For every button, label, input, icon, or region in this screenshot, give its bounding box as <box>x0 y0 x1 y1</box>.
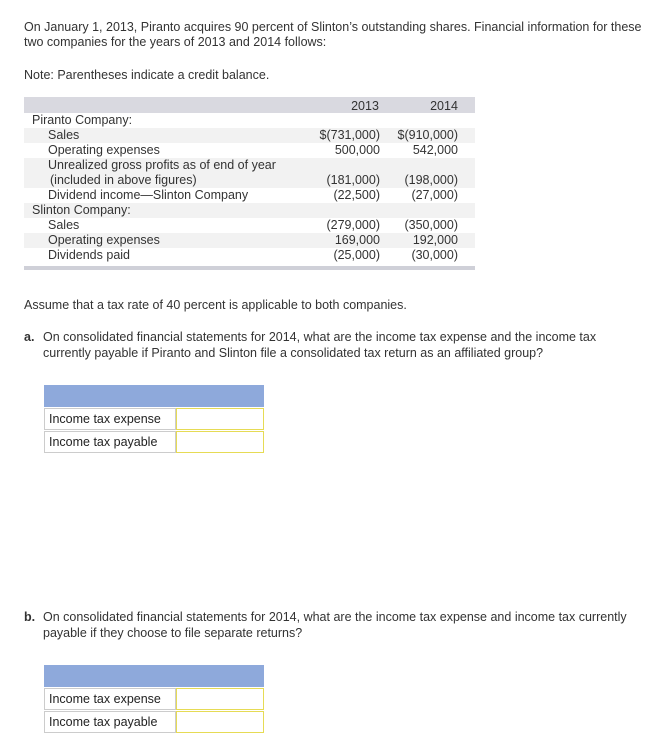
table-bottom-divider <box>24 266 475 270</box>
answer-row-expense <box>44 688 264 710</box>
value-2013: 169,000 <box>334 233 380 247</box>
row-label: Unrealized gross profits as of end of year <box>48 158 276 172</box>
value-2013: (25,000) <box>333 248 380 262</box>
financial-table <box>24 97 475 270</box>
row-label: Sales <box>48 218 80 232</box>
row-label: Operating expenses <box>48 143 160 157</box>
question-b-text: On consolidated financial statements for 2014, what are the income tax expense and income tax currently payable if they choose to file separate returns? <box>43 610 627 640</box>
value-2013: (181,000) <box>326 173 380 187</box>
question-a-text: On consolidated financial statements for 2014, what are the income tax expense and the income tax currently payable if Piranto and Slinton file a consolidated tax return as an affiliated group? <box>43 330 597 360</box>
value-2013: (279,000) <box>326 218 380 232</box>
year-2013-header: 2013 <box>351 99 379 113</box>
answer-row-payable <box>44 431 264 453</box>
year-2014-header: 2014 <box>430 99 458 113</box>
assumption-text: Assume that a tax rate of 40 percent is applicable to both companies. <box>24 298 407 312</box>
value-2013: 500,000 <box>334 143 380 157</box>
a-income-tax-expense-input[interactable] <box>176 408 264 430</box>
expense-label: Income tax expense <box>44 408 176 430</box>
row-label: Sales <box>48 128 80 142</box>
table-row <box>24 203 475 218</box>
row-label: Slinton Company: <box>32 203 131 217</box>
note-text: Note: Parentheses indicate a credit balance. <box>24 68 270 82</box>
value-2014: $(910,000) <box>397 128 458 142</box>
value-2014: (198,000) <box>404 173 458 187</box>
row-label: Operating expenses <box>48 233 160 247</box>
answer-table-header <box>44 385 264 407</box>
payable-label: Income tax payable <box>44 711 176 733</box>
value-2014: 192,000 <box>412 233 458 247</box>
payable-label: Income tax payable <box>44 431 176 453</box>
row-label: (included in above figures) <box>50 173 197 187</box>
intro-text: On January 1, 2013, Piranto acquires 90 percent of Slinton’s outstanding shares. Financial information for these two companies for the years of 2013 and 2014 follows: <box>24 20 642 49</box>
row-label: Dividend income—Slinton Company <box>48 188 249 202</box>
table-header <box>24 97 475 113</box>
table-row <box>24 233 475 248</box>
question-a <box>24 329 644 361</box>
value-2014: (27,000) <box>411 188 458 202</box>
table-row <box>24 173 475 188</box>
answer-table-header <box>44 665 264 687</box>
question-b-letter: b. <box>24 610 36 624</box>
value-2014: (350,000) <box>404 218 458 232</box>
row-label: Piranto Company: <box>32 113 133 127</box>
expense-label: Income tax expense <box>44 688 176 710</box>
a-income-tax-payable-input[interactable] <box>176 431 264 453</box>
b-income-tax-expense-input[interactable] <box>176 688 264 710</box>
answer-row-payable <box>44 711 264 733</box>
value-2013: (22,500) <box>333 188 380 202</box>
b-income-tax-payable-input[interactable] <box>176 711 264 733</box>
table-row <box>24 113 475 128</box>
table-row <box>24 188 475 203</box>
answer-table-b <box>44 665 264 733</box>
answer-table-a <box>44 385 264 453</box>
question-b <box>24 609 644 641</box>
value-2014: (30,000) <box>411 248 458 262</box>
table-row <box>24 158 475 173</box>
value-2014: 542,000 <box>412 143 458 157</box>
table-row <box>24 248 475 263</box>
question-a-letter: a. <box>24 330 35 344</box>
row-label: Dividends paid <box>48 248 130 262</box>
table-row <box>24 218 475 233</box>
value-2013: $(731,000) <box>319 128 380 142</box>
table-row <box>24 128 475 143</box>
answer-row-expense <box>44 408 264 430</box>
table-row <box>24 143 475 158</box>
